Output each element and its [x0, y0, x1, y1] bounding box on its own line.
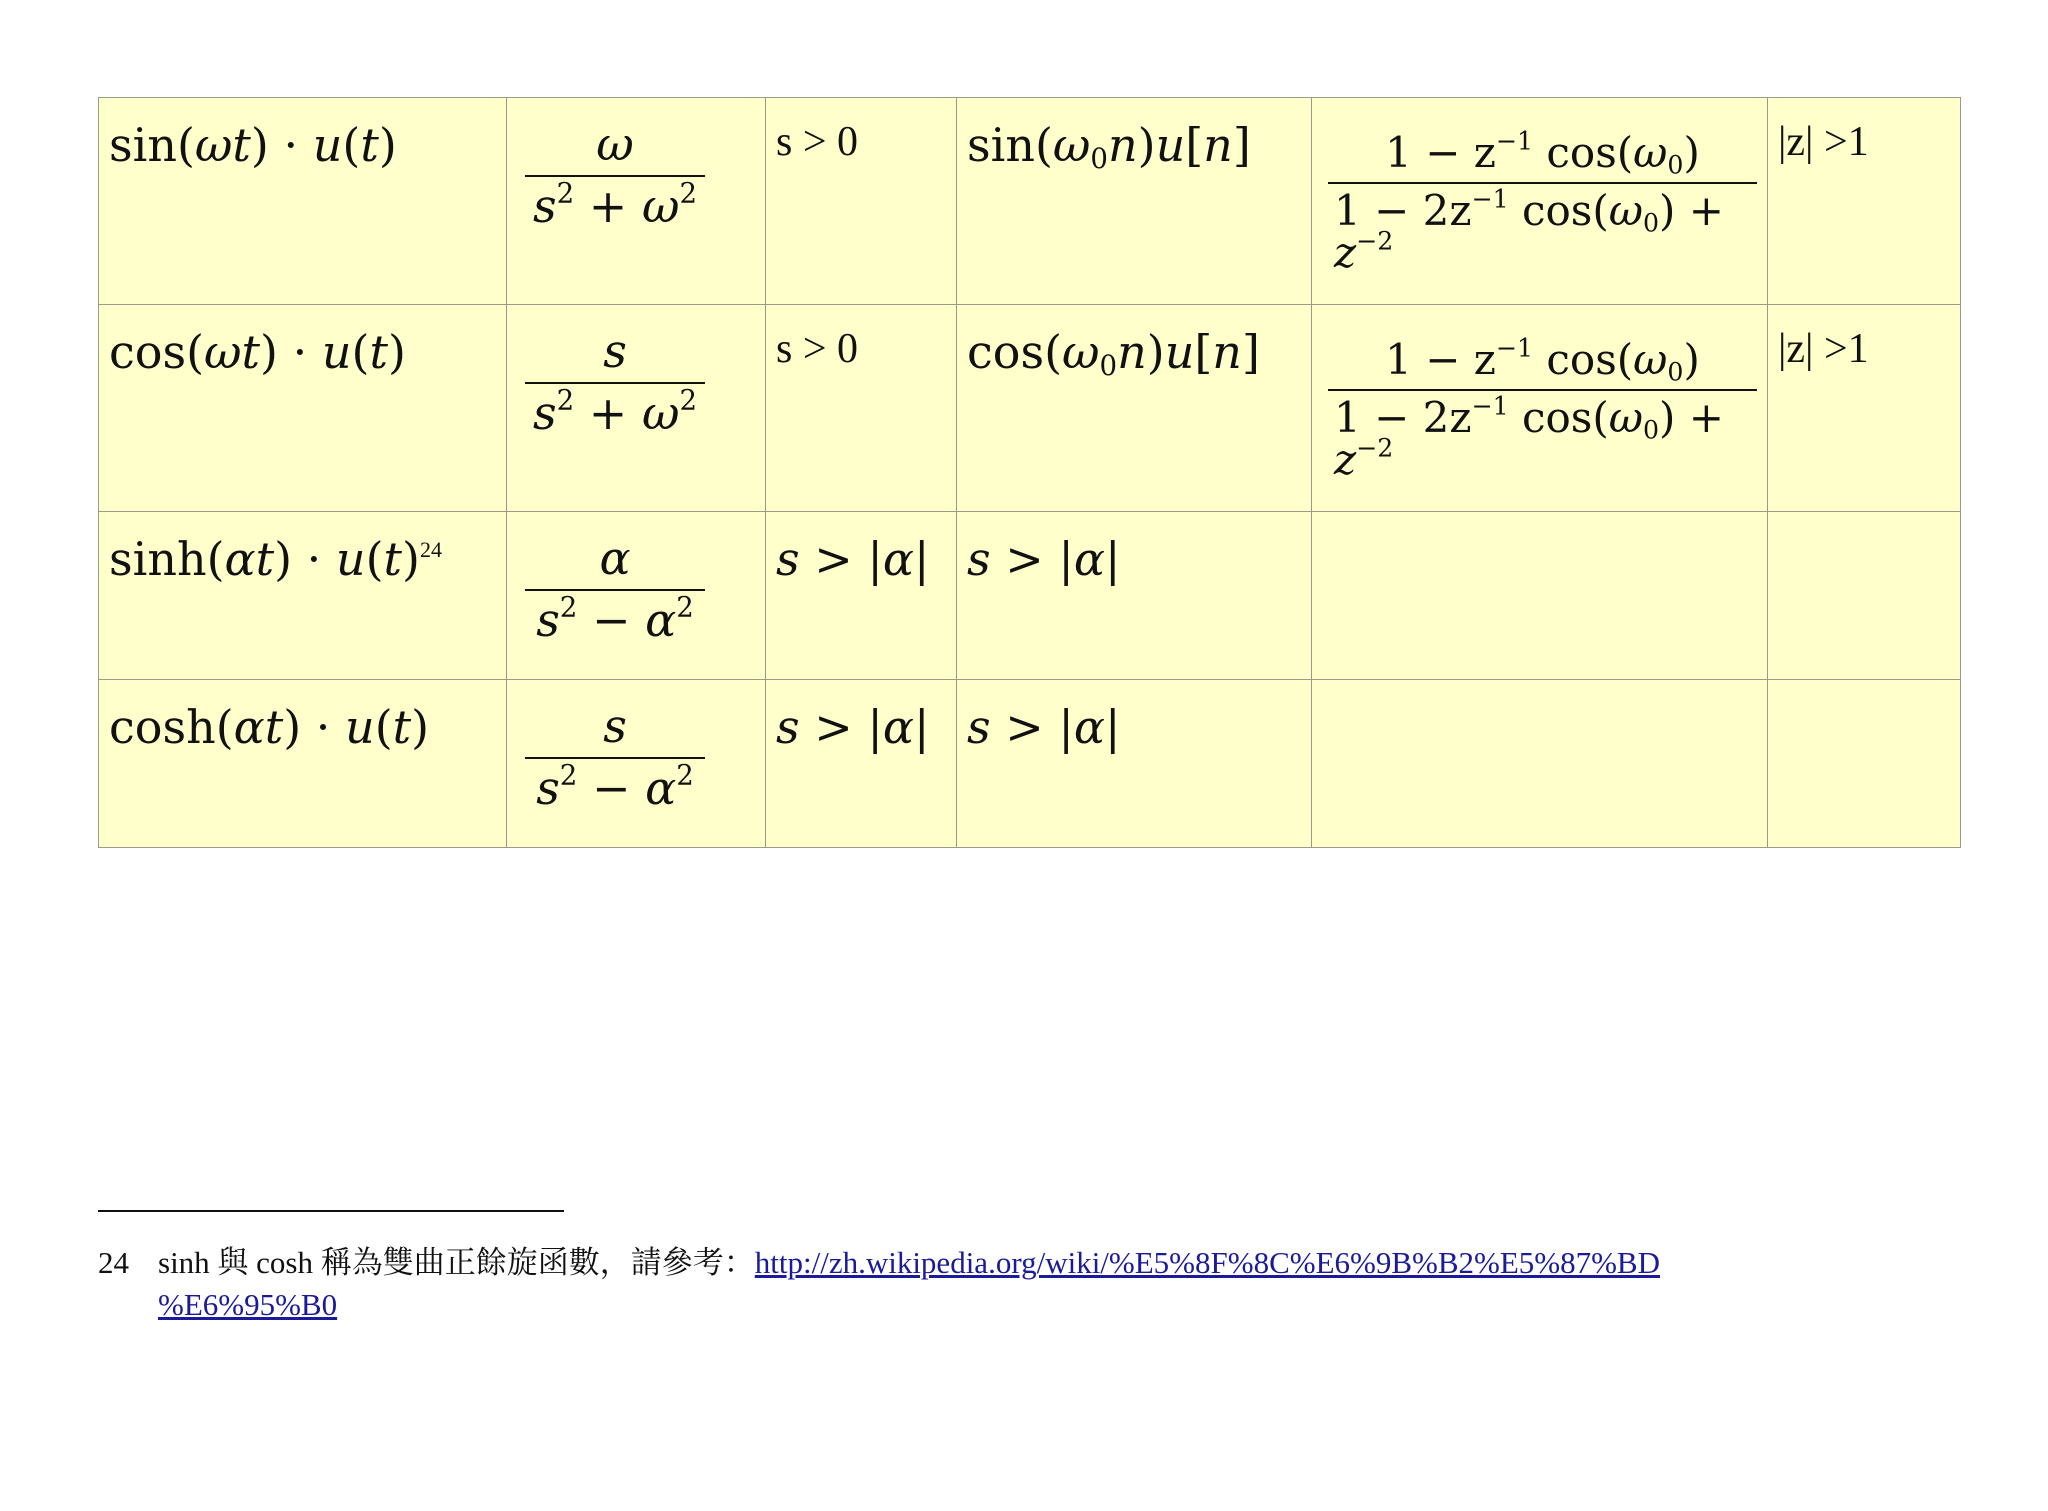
continuous-function-cell: cosh(αt) · u(t) [99, 680, 507, 848]
footnote-text: sinh 與 cosh 稱為雙曲正餘旋函數，請參考： [158, 1245, 755, 1280]
footnote-separator [98, 1210, 564, 1212]
laplace-roc-cell: s > 0 [766, 305, 957, 512]
footnote-reference[interactable]: 24 [419, 537, 442, 562]
laplace-transform-cell: $\frac{\omega}{s^2 + \omega^2}$ [507, 98, 766, 305]
discrete-function-cell: $\sin(\omega_0n)u[n]$ [957, 98, 1312, 305]
z-transform-cell [1312, 680, 1768, 848]
continuous-function-cell: sinh(αt) · u(t)$^{24}$ [99, 512, 507, 680]
laplace-roc-cell: s > |α| [766, 680, 957, 848]
laplace-transform-cell: $\frac{s}{s^2 - \alpha^2}$ [507, 680, 766, 848]
continuous-function-cell: sin(ωt) · u(t) [99, 98, 507, 305]
continuous-function-cell: cos(ωt) · u(t) [99, 305, 507, 512]
transform-table [98, 97, 1961, 848]
footnote-link[interactable]: http://zh.wikipedia.org/wiki/%E5%8F%8C%E6%9B%B2%E5%87%BD %E6%95%B0 [158, 1245, 1660, 1322]
discrete-roc-cell: s > |α| [957, 680, 1312, 848]
footnote [98, 1242, 1858, 1326]
table-row [99, 680, 1961, 848]
laplace-transform-cell: $\frac{\alpha}{s^2 - \alpha^2}$ [507, 512, 766, 680]
laplace-roc-cell: s > 0 [766, 98, 957, 305]
z-transform-cell: $\frac{1 - z^{-1} \cos(\omega_0)}{1 - 2z^{-1} \cos(\omega_0) + z^{-2}}$ [1312, 98, 1768, 305]
table-row [99, 98, 1961, 305]
table-row [99, 305, 1961, 512]
table-row [99, 512, 1961, 680]
z-roc-cell [1768, 680, 1961, 848]
z-transform-cell [1312, 512, 1768, 680]
z-roc-cell: |z| >1 [1768, 305, 1961, 512]
laplace-transform-cell: $\frac{s}{s^2 + \omega^2}$ [507, 305, 766, 512]
z-transform-cell: $\frac{1 - z^{-1} \cos(\omega_0)}{1 - 2z^{-1} \cos(\omega_0) + z^{-2}}$ [1312, 305, 1768, 512]
discrete-function-cell: $\cos(\omega_0n)u[n]$ [957, 305, 1312, 512]
footnote-number: 24 [98, 1245, 129, 1280]
discrete-roc-cell: s > |α| [957, 512, 1312, 680]
laplace-roc-cell: s > |α| [766, 512, 957, 680]
z-roc-cell [1768, 512, 1961, 680]
z-roc-cell: |z| >1 [1768, 98, 1961, 305]
